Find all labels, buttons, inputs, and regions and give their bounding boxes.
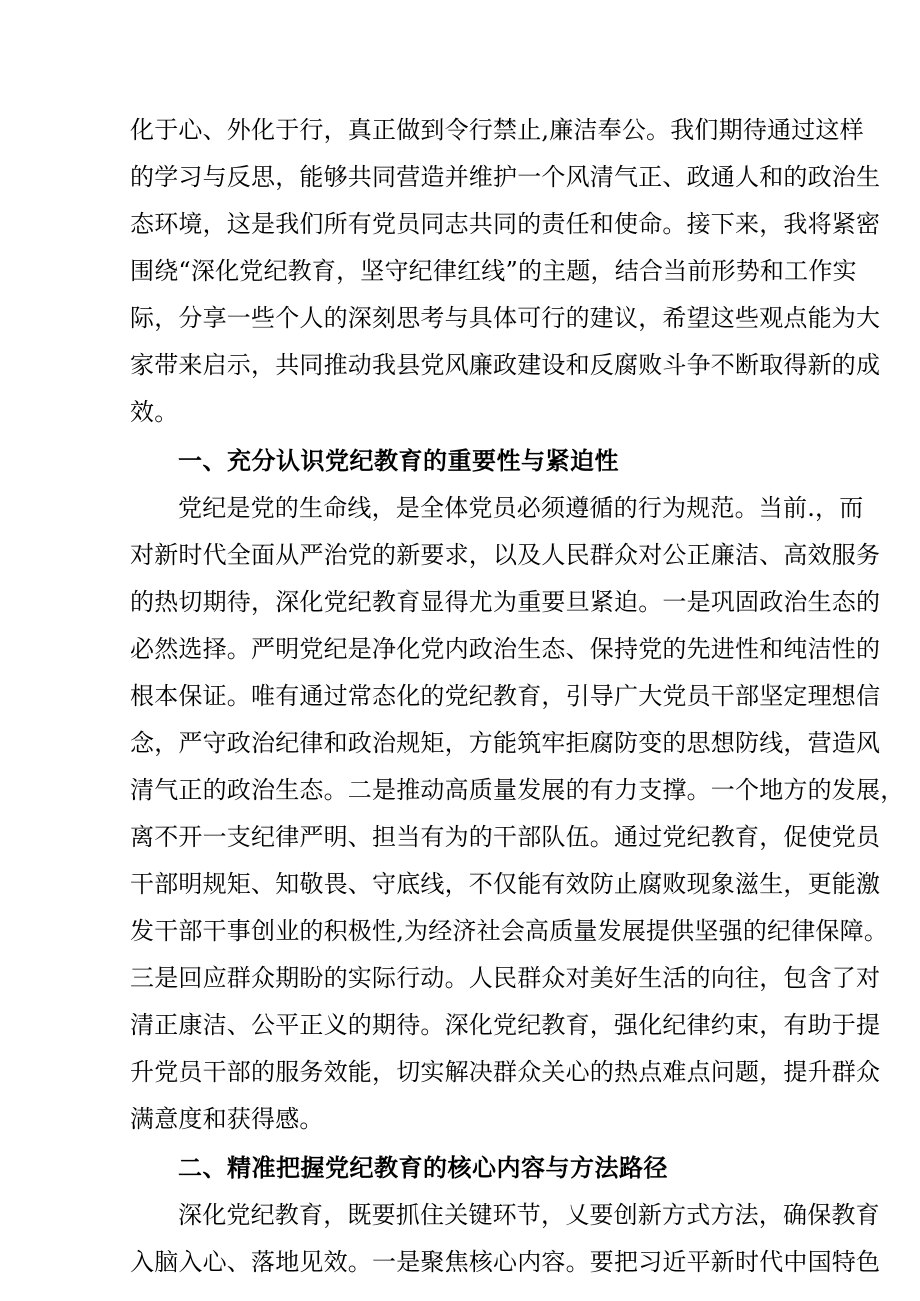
section1-line-9: 干部明规矩、知敬畏、守底线，不仅能有效防止腐败现象滋生，更能激 (130, 870, 881, 898)
intro-line-6: 家带来启示，共同推动我县党风廉政建设和反腐败斗争不断取得新的成 (130, 351, 881, 379)
section1-line-14: 满意度和获得感。 (130, 1105, 324, 1133)
section1-heading: 一、充分认识党纪教育的重要性与紧迫性 (178, 446, 619, 475)
section2-line-1: 深化党纪教育，既要抓住关键环节，乂要创新方式方法，确保教育 (178, 1201, 880, 1229)
section1-line-12: 清正康洁、公平正义的期待。深化党纪教育，强化纪律约束，有助于提 (130, 1011, 881, 1039)
intro-line-2: 的学习与反思，能够共同营造并维护一个风清气正、政通人和的政治生 (130, 163, 881, 191)
intro-line-7: 效。 (130, 398, 179, 426)
section1-line-7: 清气正的政治生态。二是推动高质量发展的有力支撑。一个地方的发展， (130, 776, 905, 804)
intro-line-5: 际，分享一些个人的深刻思考与具体可行的建议，希望这些观点能为大 (130, 304, 881, 332)
section1-line-2: 对新时代全面从严治党的新要求，以及人民群众对公正廉洁、高效服务 (130, 541, 881, 569)
section1-line-1: 党纪是党的生命线，是全体党员必须遵循的行为规范。当前.，而 (178, 494, 864, 522)
section1-line-8: 离不开一支纪律严明、担当有为的干部队伍。通过党纪教育，促使党员 (130, 823, 881, 851)
intro-line-4: 围绕“深化党纪教育，坚守纪律红线”的主题，结合当前形势和工作实 (130, 257, 857, 285)
section1-line-5: 根本保证。唯有通过常态化的党纪教育，引导广大党员干部坚定理想信 (130, 682, 881, 710)
intro-line-1: 化于心、外化于行，真正做到令行禁止,廉洁奉公。我们期待通过这样 (130, 116, 864, 144)
section1-line-6: 念，严守政治纪律和政治规矩，方能筑牢拒腐防变的思想防线，营造风 (130, 729, 881, 757)
section2-line-2: 入脑入心、落地见效。一是聚焦核心内容。要把习近平新时代中国特色 (130, 1248, 881, 1276)
intro-line-3: 态环境，这是我们所有党员同志共同的责任和使命。接下来，我将紧密 (130, 210, 881, 238)
section1-line-11: 三是回应群众期盼的实际行动。人民群众对美好生活的向往，包含了对 (130, 964, 881, 992)
section2-heading: 二、精准把握党纪教育的核心内容与方法路径 (178, 1153, 668, 1182)
section1-line-3: 的热切期待，深化党纪教育显得尤为重要旦紧迫。一是巩固政治生态的 (130, 588, 881, 616)
section1-line-10: 发干部干事创业的积极性,为经济社会高质量发展提供坚强的纪律保障。 (130, 917, 889, 945)
section1-line-4: 必然选择。严明党纪是净化党内政治生态、保持党的先进性和纯洁性的 (130, 635, 881, 663)
section1-line-13: 升党员干部的服务效能，切实解决群众关心的热点难点问题，提升群众 (130, 1058, 881, 1086)
